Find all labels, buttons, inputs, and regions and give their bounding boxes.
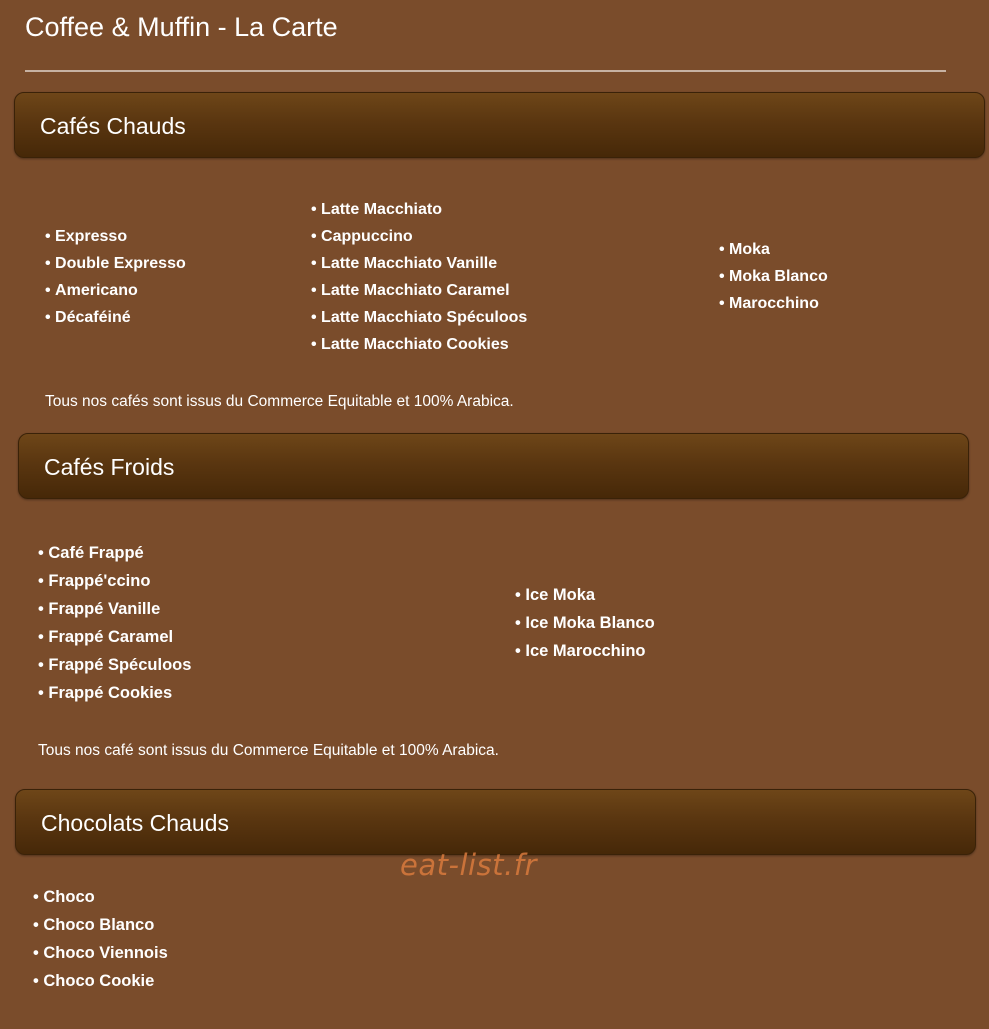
cafes-chauds-col-1 — [45, 223, 186, 331]
menu-item: • Décaféiné — [45, 304, 186, 331]
section-header-chocolats-chauds — [15, 789, 976, 855]
menu-item: • Frappé Caramel — [38, 623, 191, 651]
menu-item: • Latte Macchiato Cookies — [311, 331, 527, 358]
menu-item: • Frappé Spéculoos — [38, 651, 191, 679]
chocolats-chauds-col-1 — [33, 883, 168, 995]
menu-item: • Choco Blanco — [33, 911, 168, 939]
menu-item: • Choco Viennois — [33, 939, 168, 967]
page-title: Coffee & Muffin - La Carte — [25, 12, 338, 42]
menu-item: • Latte Macchiato Vanille — [311, 250, 527, 277]
cafes-chauds-col-2 — [311, 196, 527, 358]
menu-item: • Frappé'ccino — [38, 567, 191, 595]
menu-item: • Expresso — [45, 223, 186, 250]
menu-item: • Frappé Cookies — [38, 679, 191, 707]
section-header-cafes-chauds — [14, 92, 985, 158]
watermark-text: eat-list.fr — [400, 848, 537, 882]
menu-item: • Latte Macchiato Spéculoos — [311, 304, 527, 331]
menu-item: • Double Expresso — [45, 250, 186, 277]
menu-item: • Choco Cookie — [33, 967, 168, 995]
section-title-cafes-froids: Cafés Froids — [44, 454, 175, 480]
menu-item: • Ice Moka — [515, 581, 655, 609]
cafes-froids-note: Tous nos café sont issus du Commerce Equitable et 100% Arabica. — [38, 742, 499, 759]
menu-item: • Frappé Vanille — [38, 595, 191, 623]
menu-item: • Moka Blanco — [719, 263, 828, 290]
menu-item: • Moka — [719, 236, 828, 263]
menu-item: • Ice Marocchino — [515, 637, 655, 665]
section-title-chocolats-chauds: Chocolats Chauds — [41, 810, 229, 836]
menu-item: • Marocchino — [719, 290, 828, 317]
menu-item: • Choco — [33, 883, 168, 911]
menu-item: • Latte Macchiato — [311, 196, 527, 223]
menu-item: • Americano — [45, 277, 186, 304]
menu-item: • Ice Moka Blanco — [515, 609, 655, 637]
menu-item: • Cappuccino — [311, 223, 527, 250]
menu-item: • Latte Macchiato Caramel — [311, 277, 527, 304]
cafes-froids-col-1 — [38, 539, 191, 707]
cafes-chauds-col-3 — [719, 236, 828, 317]
cafes-chauds-note: Tous nos cafés sont issus du Commerce Equitable et 100% Arabica. — [45, 393, 514, 410]
menu-item: • Café Frappé — [38, 539, 191, 567]
cafes-froids-col-2 — [515, 581, 655, 665]
section-header-cafes-froids — [18, 433, 969, 499]
section-title-cafes-chauds: Cafés Chauds — [40, 113, 186, 139]
title-divider — [25, 70, 946, 72]
